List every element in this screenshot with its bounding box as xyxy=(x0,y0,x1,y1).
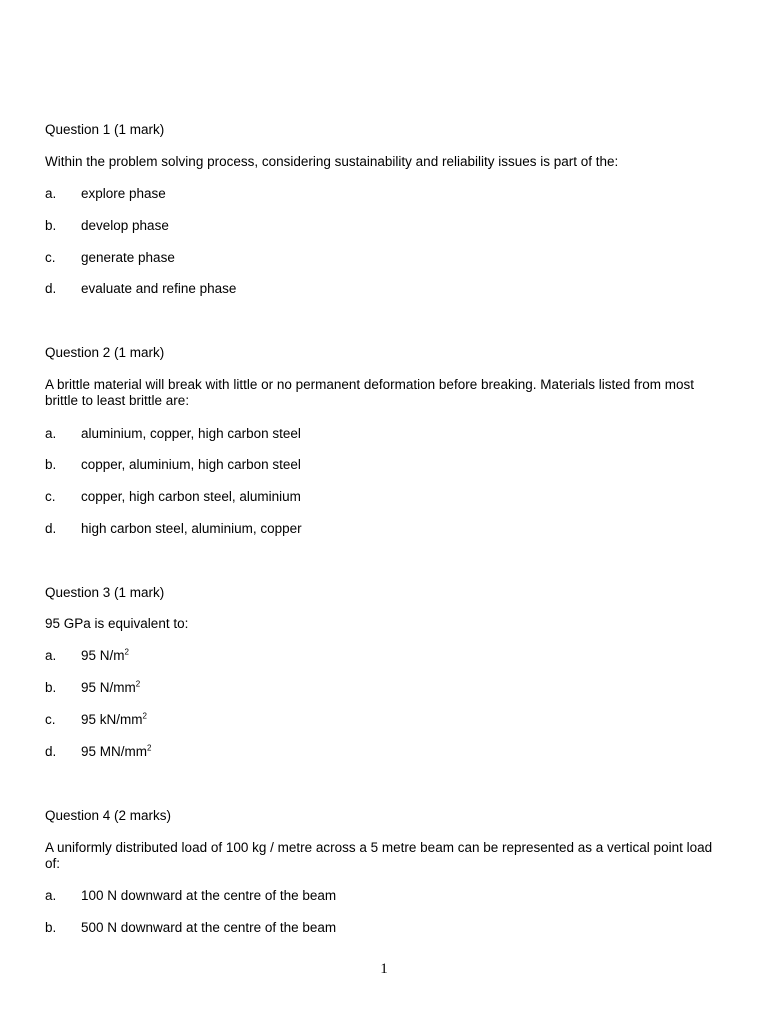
superscript: 2 xyxy=(142,711,147,721)
option-letter: b. xyxy=(45,920,57,935)
option-a xyxy=(45,888,645,904)
option-letter: a. xyxy=(45,648,57,663)
option-letter: a. xyxy=(45,426,57,441)
option-text: 95 $kN/mm^2$ xyxy=(81,711,147,727)
option-letter: c. xyxy=(45,489,56,504)
question-heading: Question 1 (1 mark) xyxy=(45,122,165,137)
option-letter: c. xyxy=(45,250,56,265)
option-b xyxy=(45,920,645,936)
option-letter: d. xyxy=(45,281,57,296)
option-text: copper, high carbon steel, aluminium xyxy=(81,489,301,504)
option-b xyxy=(45,218,645,234)
option-b xyxy=(45,457,645,473)
question-heading: Question 3 (1 mark) xyxy=(45,585,165,600)
option-letter: b. xyxy=(45,457,57,472)
option-b xyxy=(45,680,645,696)
option-a xyxy=(45,186,645,202)
option-text: high carbon steel, aluminium, copper xyxy=(81,521,302,536)
option-letter: d. xyxy=(45,521,57,536)
option-d xyxy=(45,744,645,760)
option-letter: d. xyxy=(45,744,57,759)
superscript: 2 xyxy=(135,679,141,689)
option-d xyxy=(45,281,645,297)
option-letter: a. xyxy=(45,186,57,201)
option-text: 100 N downward at the centre of the beam xyxy=(81,888,337,903)
question-prompt: A uniformly distributed load of 100 kg / metre across a 5 metre beam can be represented as a vertical point load of: xyxy=(45,840,713,871)
option-letter: a. xyxy=(45,888,57,903)
option-letter: c. xyxy=(45,712,56,727)
option-text: aluminium, copper, high carbon steel xyxy=(81,426,301,441)
question-prompt: Within the problem solving process, considering sustainability and reliability issues is part of the: xyxy=(45,154,619,169)
option-text: evaluate and refine phase xyxy=(81,281,237,296)
option-c xyxy=(45,250,645,266)
question-heading: Question 2 (1 mark) xyxy=(45,345,165,360)
option-c xyxy=(45,712,645,728)
option-a xyxy=(45,648,645,664)
option-a xyxy=(45,426,645,442)
question-prompt: A brittle material will break with little or no permanent deformation before breaking. Materials listed from most brittle to least brittle are: xyxy=(45,377,695,408)
option-text: 95 $MN/mm^2$ xyxy=(81,743,152,759)
option-letter: b. xyxy=(45,680,57,695)
option-text: 500 N downward at the centre of the beam xyxy=(81,920,337,935)
option-text: generate phase xyxy=(81,250,175,265)
question-heading: Question 4 (2 marks) xyxy=(45,808,172,823)
option-text: 95 $N/mm^2$ xyxy=(81,679,141,695)
question-prompt: 95 GPa is equivalent to: xyxy=(45,616,189,631)
option-d xyxy=(45,521,645,537)
superscript: 2 xyxy=(147,743,152,753)
page-number: 1 xyxy=(380,961,388,977)
superscript: 2 xyxy=(124,647,129,657)
option-letter: b. xyxy=(45,218,57,233)
option-c xyxy=(45,489,645,505)
option-text: copper, aluminium, high carbon steel xyxy=(81,457,301,472)
option-text: develop phase xyxy=(81,218,169,233)
option-text: explore phase xyxy=(81,186,166,201)
option-text: 95 $N/m^2$ xyxy=(81,647,129,663)
